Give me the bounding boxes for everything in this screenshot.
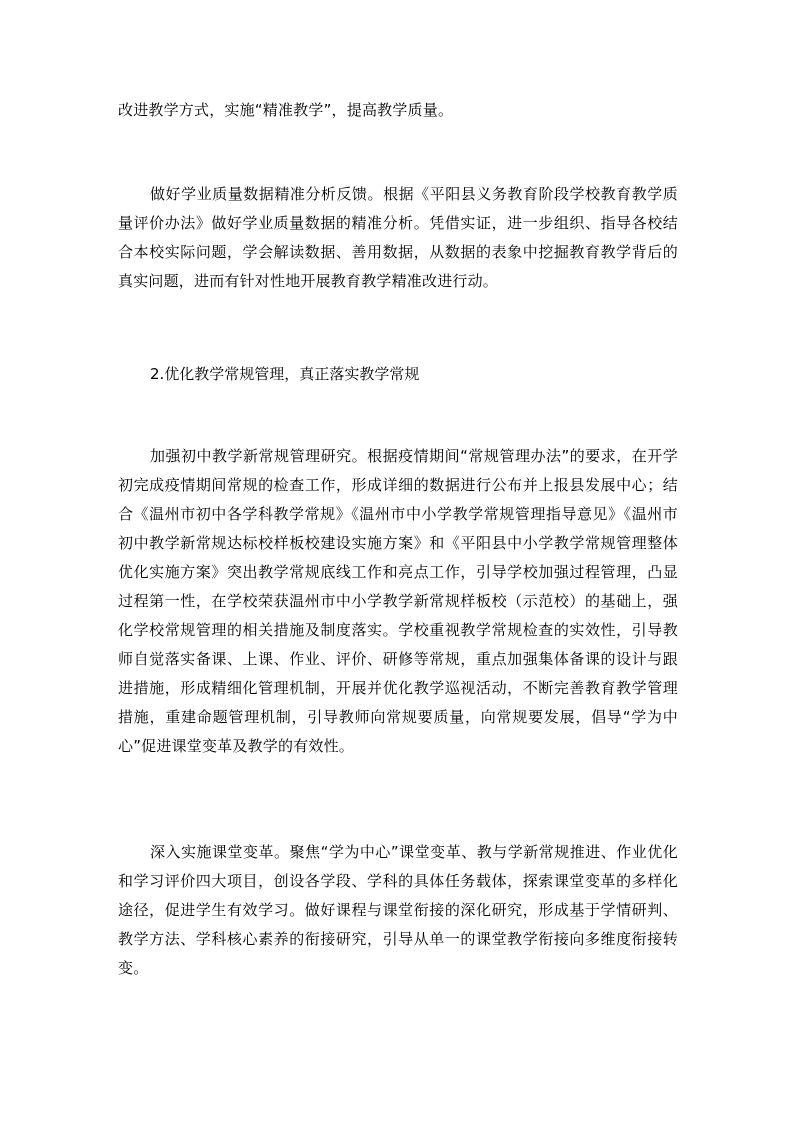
paragraph-classroom-reform: 深入实施课堂变革。聚焦“学为中心”课堂变革、教与学新常规推进、作业优化和学习评价四大项目，创设各学段、学科的具体任务载体，探索课堂变革的多样化途径，促进学生有效学习。做好课程与课堂衔接的深化研究，形成基于学情研判、教学方法、学科核心素养的衔接研究，引导从单一的课堂教学衔接向多维度衔接转变。 (118, 843, 678, 977)
paragraph-data-analysis: 做好学业质量数据精准分析反馈。根据《平阳县义务教育阶段学校教育教学质量评价办法》做好学业质量数据的精准分析。凭借实证，进一步组织、指导各校结合本校实际问题，学会解读数据、善用数据，从数据的表象中挖掘教育教学背后的真实问题，进而有针对性地开展教育教学精准改进行动。 (118, 185, 678, 290)
section-heading-2: 2.优化教学常规管理，真正落实教学常规 (150, 365, 420, 383)
paragraph-intro-tail: 改进教学方式，实施“精准教学”，提高教学质量。 (118, 101, 454, 119)
paragraph-routine-management: 加强初中教学新常规管理研究。根据疫情期间“常规管理办法”的要求，在开学初完成疫情期间常规的检查工作，形成详细的数据进行公布并上报县发展中心；结合《温州市初中各学科教学常规》《温州市中小学教学常规管理指导意见》《温州市初中教学新常规达标校样板校建设实施方案》和《平阳县中小学教学常规管理整体优化实施方案》突出教学常规底线工作和亮点工作，引导学校加强过程管理，凸显过程第一性，在学校荣获温州市中小学教学新常规样板校（示范校）的基础上，强化学校常规管理的相关措施及制度落实。学校重视教学常规检查的实效性，引导教师自觉落实备课、上课、作业、评价、研修等常规，重点加强集体备课的设计与跟进措施，形成精细化管理机制，开展并优化教学巡视活动，不断完善教育教学管理措施，重建命题管理机制，引导教师向常规要质量，向常规要发展，倡导“学为中心”促进课堂变革及教学的有效性。 (118, 447, 678, 755)
